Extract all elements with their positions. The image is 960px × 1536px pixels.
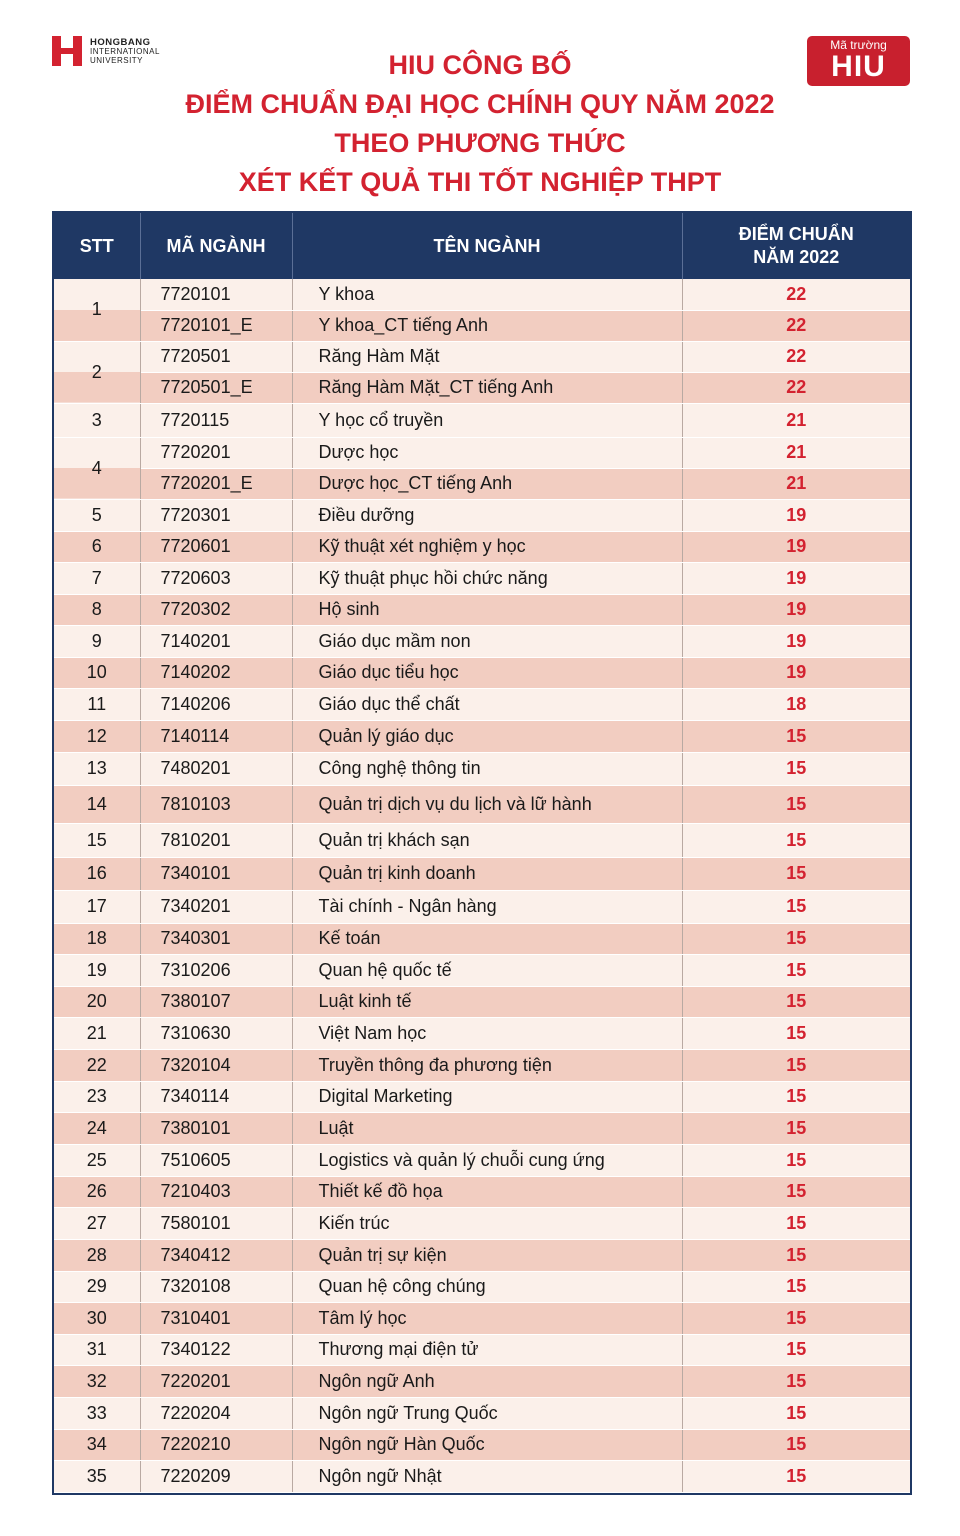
cell-code: 7340114 — [140, 1081, 292, 1112]
table-row — [54, 310, 910, 341]
cell-stt: 8 — [54, 594, 140, 625]
cell-code: 7720302 — [140, 594, 292, 625]
cell-code: 7720101 — [140, 279, 292, 310]
cell-code: 7340122 — [140, 1334, 292, 1365]
header-code: MÃ NGÀNH — [140, 213, 292, 279]
cell-score: 19 — [682, 562, 910, 594]
cell-score: 22 — [682, 279, 910, 310]
cell-code: 7720501_E — [140, 372, 292, 403]
cell-name: Quan hệ quốc tế — [292, 954, 682, 986]
score-table — [54, 213, 910, 1493]
table-row — [54, 1049, 910, 1081]
cell-score: 21 — [682, 468, 910, 499]
cell-stt: 19 — [54, 954, 140, 986]
cell-code: 7720601 — [140, 531, 292, 562]
cell-score: 15 — [682, 1239, 910, 1271]
cell-name: Luật — [292, 1112, 682, 1144]
cell-code: 7140114 — [140, 720, 292, 752]
cell-stt: 23 — [54, 1081, 140, 1112]
table-row — [54, 986, 910, 1017]
cell-name: Y khoa — [292, 279, 682, 310]
cell-name: Giáo dục tiểu học — [292, 657, 682, 688]
cell-name: Răng Hàm Mặt — [292, 341, 682, 372]
cell-code: 7340101 — [140, 857, 292, 890]
cell-name: Tài chính - Ngân hàng — [292, 890, 682, 923]
cell-stt: 30 — [54, 1302, 140, 1334]
cell-stt: 21 — [54, 1017, 140, 1049]
cell-code: 7720201_E — [140, 468, 292, 499]
table-row — [54, 279, 910, 310]
header-score-line-1: ĐIỂM CHUẨN — [738, 224, 854, 244]
cell-code: 7720603 — [140, 562, 292, 594]
table-row — [54, 1144, 910, 1176]
score-table-container — [52, 211, 912, 1495]
cell-code: 7220201 — [140, 1365, 292, 1397]
cell-name: Việt Nam học — [292, 1017, 682, 1049]
cell-code: 7380107 — [140, 986, 292, 1017]
cell-stt: 35 — [54, 1460, 140, 1492]
cell-name: Luật kinh tế — [292, 986, 682, 1017]
cell-code: 7380101 — [140, 1112, 292, 1144]
cell-stt: 2 — [54, 341, 140, 403]
logo-line-1: HONGBANG — [90, 36, 151, 48]
cell-code: 7720101_E — [140, 310, 292, 341]
cell-stt: 16 — [54, 857, 140, 890]
cell-code: 7580101 — [140, 1207, 292, 1239]
cell-score: 15 — [682, 1365, 910, 1397]
cell-stt: 29 — [54, 1271, 140, 1302]
cell-name: Kỹ thuật phục hồi chức năng — [292, 562, 682, 594]
cell-score: 19 — [682, 594, 910, 625]
cell-code: 7810201 — [140, 823, 292, 857]
cell-stt: 13 — [54, 752, 140, 785]
cell-stt: 26 — [54, 1176, 140, 1207]
cell-stt: 22 — [54, 1049, 140, 1081]
cell-stt: 28 — [54, 1239, 140, 1271]
badge-big-text: HIU — [831, 50, 886, 83]
cell-stt: 18 — [54, 923, 140, 954]
cell-stt: 14 — [54, 785, 140, 823]
table-row — [54, 341, 910, 372]
cell-stt: 10 — [54, 657, 140, 688]
badge-small-text: Mã trường — [830, 38, 887, 52]
logo-line-3: UNIVERSITY — [90, 55, 144, 65]
cell-code: 7720301 — [140, 499, 292, 531]
cell-score: 15 — [682, 954, 910, 986]
table-row — [54, 468, 910, 499]
cell-score: 15 — [682, 1271, 910, 1302]
cell-code: 7310401 — [140, 1302, 292, 1334]
page-title — [0, 46, 960, 202]
cell-name: Ngôn ngữ Anh — [292, 1365, 682, 1397]
cell-score: 15 — [682, 1460, 910, 1492]
cell-code: 7140206 — [140, 688, 292, 720]
table-row — [54, 372, 910, 403]
cell-code: 7140201 — [140, 625, 292, 657]
cell-score: 15 — [682, 1112, 910, 1144]
cell-name: Răng Hàm Mặt_CT tiếng Anh — [292, 372, 682, 403]
table-body — [54, 279, 910, 1492]
title-line-4: XÉT KẾT QUẢ THI TỐT NGHIỆP THPT — [238, 167, 722, 197]
cell-score: 15 — [682, 720, 910, 752]
table-row — [54, 594, 910, 625]
table-row — [54, 857, 910, 890]
cell-name: Kế toán — [292, 923, 682, 954]
table-row — [54, 499, 910, 531]
table-row — [54, 688, 910, 720]
cell-name: Ngôn ngữ Nhật — [292, 1460, 682, 1492]
table-row — [54, 1460, 910, 1492]
cell-name: Kỹ thuật xét nghiệm y học — [292, 531, 682, 562]
table-row — [54, 890, 910, 923]
header-score-line-2: NĂM 2022 — [753, 247, 840, 267]
cell-stt: 11 — [54, 688, 140, 720]
cell-stt: 32 — [54, 1365, 140, 1397]
cell-name: Quản trị kinh doanh — [292, 857, 682, 890]
cell-name: Tâm lý học — [292, 1302, 682, 1334]
cell-score: 15 — [682, 823, 910, 857]
title-line-3: THEO PHƯƠNG THỨC — [334, 128, 626, 158]
cell-name: Truyền thông đa phương tiện — [292, 1049, 682, 1081]
cell-code: 7210403 — [140, 1176, 292, 1207]
cell-stt: 20 — [54, 986, 140, 1017]
cell-score: 21 — [682, 437, 910, 468]
table-row — [54, 785, 910, 823]
cell-name: Thiết kế đồ họa — [292, 1176, 682, 1207]
cell-score: 15 — [682, 1017, 910, 1049]
cell-code: 7320108 — [140, 1271, 292, 1302]
table-row — [54, 437, 910, 468]
cell-score: 15 — [682, 986, 910, 1017]
cell-stt: 27 — [54, 1207, 140, 1239]
table-row — [54, 1429, 910, 1460]
cell-stt: 33 — [54, 1397, 140, 1429]
table-row — [54, 1207, 910, 1239]
table-header-row — [54, 213, 910, 279]
table-row — [54, 1176, 910, 1207]
cell-score: 15 — [682, 890, 910, 923]
logo-line-2: INTERNATIONAL — [90, 46, 160, 56]
table-row — [54, 1397, 910, 1429]
cell-stt: 15 — [54, 823, 140, 857]
cell-name: Công nghệ thông tin — [292, 752, 682, 785]
table-row — [54, 1334, 910, 1365]
cell-code: 7810103 — [140, 785, 292, 823]
cell-code: 7220204 — [140, 1397, 292, 1429]
table-row — [54, 1112, 910, 1144]
cell-name: Giáo dục mầm non — [292, 625, 682, 657]
cell-score: 15 — [682, 1334, 910, 1365]
table-row — [54, 720, 910, 752]
table-row — [54, 657, 910, 688]
cell-stt: 12 — [54, 720, 140, 752]
cell-code: 7220210 — [140, 1429, 292, 1460]
cell-code: 7480201 — [140, 752, 292, 785]
cell-name: Logistics và quản lý chuỗi cung ứng — [292, 1144, 682, 1176]
cell-stt: 7 — [54, 562, 140, 594]
cell-score: 19 — [682, 499, 910, 531]
cell-name: Dược học — [292, 437, 682, 468]
cell-stt: 1 — [54, 279, 140, 341]
cell-stt: 9 — [54, 625, 140, 657]
cell-name: Giáo dục thể chất — [292, 688, 682, 720]
table-row — [54, 403, 910, 437]
cell-name: Quản trị dịch vụ du lịch và lữ hành — [292, 785, 682, 823]
cell-score: 15 — [682, 1397, 910, 1429]
cell-name: Hộ sinh — [292, 594, 682, 625]
cell-score: 22 — [682, 372, 910, 403]
cell-code: 7310630 — [140, 1017, 292, 1049]
cell-code: 7720201 — [140, 437, 292, 468]
cell-code: 7340301 — [140, 923, 292, 954]
cell-stt: 6 — [54, 531, 140, 562]
cell-name: Điều dưỡng — [292, 499, 682, 531]
cell-code: 7510605 — [140, 1144, 292, 1176]
cell-score: 15 — [682, 857, 910, 890]
cell-stt: 3 — [54, 403, 140, 437]
table-row — [54, 1302, 910, 1334]
cell-score: 15 — [682, 752, 910, 785]
cell-score: 19 — [682, 657, 910, 688]
cell-name: Quản trị sự kiện — [292, 1239, 682, 1271]
cell-score: 15 — [682, 1302, 910, 1334]
cell-name: Y khoa_CT tiếng Anh — [292, 310, 682, 341]
table-row — [54, 1271, 910, 1302]
cell-score: 15 — [682, 1144, 910, 1176]
cell-score: 15 — [682, 923, 910, 954]
cell-score: 22 — [682, 341, 910, 372]
table-row — [54, 531, 910, 562]
cell-score: 15 — [682, 1081, 910, 1112]
cell-score: 21 — [682, 403, 910, 437]
cell-score: 15 — [682, 1049, 910, 1081]
cell-code: 7340412 — [140, 1239, 292, 1271]
cell-stt: 25 — [54, 1144, 140, 1176]
cell-name: Kiến trúc — [292, 1207, 682, 1239]
table-row — [54, 562, 910, 594]
cell-score: 15 — [682, 1176, 910, 1207]
cell-score: 19 — [682, 625, 910, 657]
cell-code: 7220209 — [140, 1460, 292, 1492]
table-row — [54, 752, 910, 785]
cell-score: 22 — [682, 310, 910, 341]
cell-code: 7140202 — [140, 657, 292, 688]
table-row — [54, 1365, 910, 1397]
cell-stt: 17 — [54, 890, 140, 923]
cell-stt: 34 — [54, 1429, 140, 1460]
cell-score: 18 — [682, 688, 910, 720]
cell-name: Digital Marketing — [292, 1081, 682, 1112]
cell-name: Quản trị khách sạn — [292, 823, 682, 857]
title-line-1: HIU CÔNG BỐ — [388, 50, 572, 80]
table-row — [54, 1017, 910, 1049]
cell-stt: 4 — [54, 437, 140, 499]
cell-name: Quản lý giáo dục — [292, 720, 682, 752]
cell-code: 7340201 — [140, 890, 292, 923]
cell-score: 19 — [682, 531, 910, 562]
header-name: TÊN NGÀNH — [292, 213, 682, 279]
cell-name: Y học cổ truyền — [292, 403, 682, 437]
table-row — [54, 823, 910, 857]
table-row — [54, 954, 910, 986]
table-row — [54, 1239, 910, 1271]
cell-code: 7720115 — [140, 403, 292, 437]
cell-code: 7320104 — [140, 1049, 292, 1081]
table-row — [54, 625, 910, 657]
header-stt: STT — [54, 213, 140, 279]
cell-code: 7720501 — [140, 341, 292, 372]
title-line-2: ĐIỂM CHUẨN ĐẠI HỌC CHÍNH QUY NĂM 2022 — [185, 89, 775, 119]
cell-score: 15 — [682, 1429, 910, 1460]
cell-score: 15 — [682, 1207, 910, 1239]
table-row — [54, 923, 910, 954]
cell-stt: 24 — [54, 1112, 140, 1144]
cell-name: Thương mại điện tử — [292, 1334, 682, 1365]
cell-code: 7310206 — [140, 954, 292, 986]
cell-stt: 5 — [54, 499, 140, 531]
table-row — [54, 1081, 910, 1112]
cell-stt: 31 — [54, 1334, 140, 1365]
header-score — [682, 213, 910, 279]
cell-name: Dược học_CT tiếng Anh — [292, 468, 682, 499]
cell-name: Ngôn ngữ Trung Quốc — [292, 1397, 682, 1429]
cell-score: 15 — [682, 785, 910, 823]
cell-name: Quan hệ công chúng — [292, 1271, 682, 1302]
cell-name: Ngôn ngữ Hàn Quốc — [292, 1429, 682, 1460]
